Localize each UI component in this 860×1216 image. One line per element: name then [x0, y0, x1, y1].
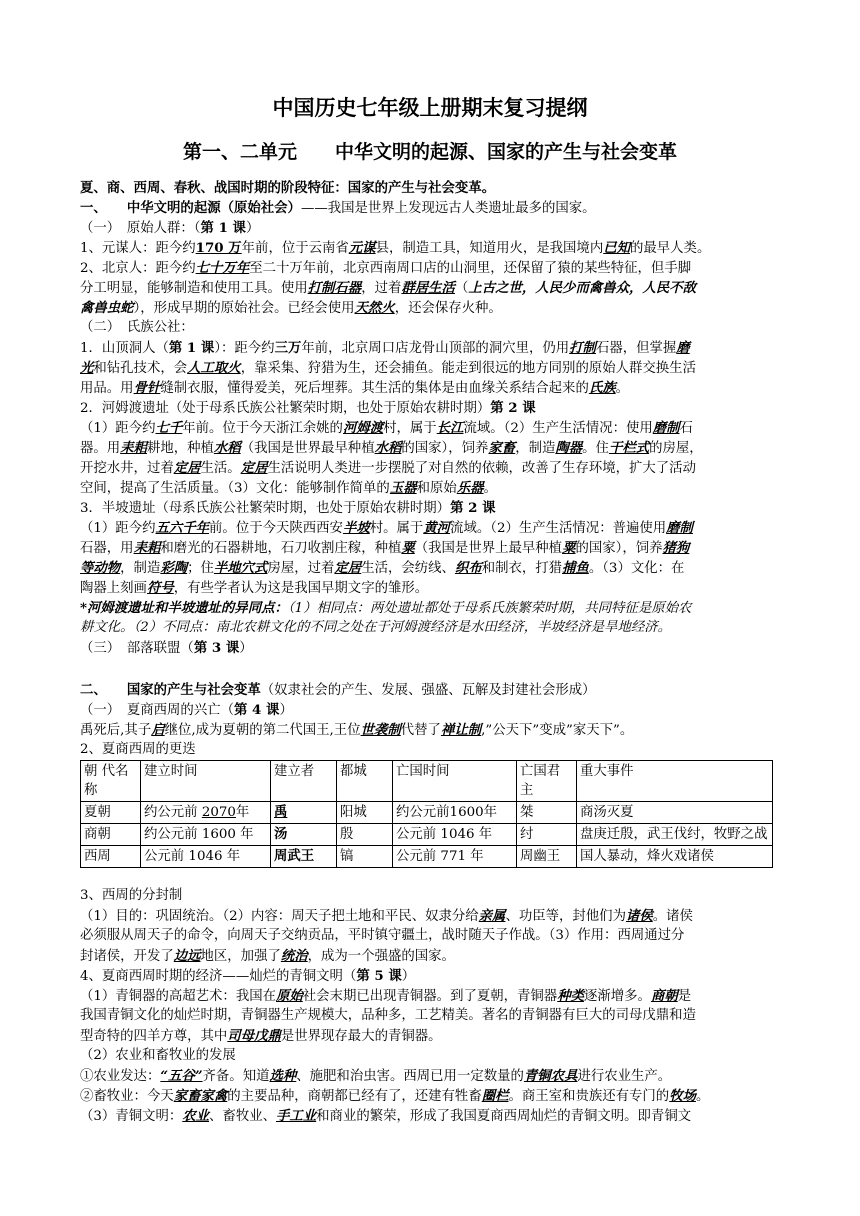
table-row	[81, 802, 773, 824]
paragraph-line: 分工明显，能够制造和使用工具。使用打制石器，过着群居生活（上古之世，人民少而禽兽众，人民不敌	[80, 280, 696, 296]
table-cell: 镐	[337, 846, 393, 868]
paragraph-line: ②畜牧业：今天家畜家禽的主要品种，商朝都已经有了，还建有牲畜圈栏。商王室和贵族还有专门的牧场。	[80, 1088, 710, 1104]
page-title: 中国历史七年级上册期末复习提纲	[272, 95, 588, 120]
table-header-cell: 亡国君主	[517, 761, 577, 802]
paragraph-line: 必须服从周天子的命令，向周天子交纳贡品，平时镇守疆土，战时随天子作战。（3）作用：西周通过分	[80, 928, 685, 943]
table-cell: 商汤灭夏	[577, 802, 773, 824]
paragraph-line: 空间，提高了生活质量。（3）文化：能够制作简单的玉器和原始乐器。	[80, 480, 497, 496]
paragraph-line: 光和钻孔技术，会人工取火，靠采集、狩猎为生，还会捕鱼。能走到很远的地方同别的原始人群交换生活	[80, 360, 696, 376]
comparison-note: *河姆渡遗址和半坡遗址的异同点：（1）相同点：两处遗址都处于母系氏族繁荣时期，共同特征是原始农	[80, 600, 692, 616]
table-cell: 纣	[517, 824, 577, 846]
table-cell: 禹	[271, 802, 337, 824]
paragraph-line: 我国青铜文化的灿烂时期，青铜器生产规模大，品种多，工艺精美。著名的青铜器有巨大的司母戊鼎和造	[80, 1008, 696, 1023]
paragraph-line: （1）距今约五六千年前。位于今天陕西西安半坡村。属于黄河流域。（2）生产生活情况：普遍使用磨制	[80, 520, 693, 536]
paragraph-line: 2．河姆渡遗址（处于母系氏族公社繁荣时期，也处于原始农耕时期）第 2 课	[80, 400, 536, 416]
table-cell: 商朝	[81, 824, 141, 846]
paragraph-line: （1）青铜器的高超艺术：我国在原始社会末期已出现青铜器。到了夏朝，青铜器种类逐渐增多。商朝是	[80, 988, 692, 1004]
paragraph-line: （3）青铜文明：农业、畜牧业、手工业和商业的繁荣，形成了我国夏商西周灿烂的青铜文明。即青铜文	[80, 1108, 692, 1124]
table-header-cell: 朝 代名称	[81, 761, 141, 802]
table-cell: 桀	[517, 802, 577, 824]
paragraph-line: 3、西周的分封制	[80, 888, 183, 903]
section-heading: 二、 国家的产生与社会变革（奴隶社会的产生、发展、强盛、瓦解及封建社会形成）	[80, 682, 596, 698]
paragraph-line: 1．山顶洞人（第 1 课）：距今约三万年前，北京周口店龙骨山顶部的洞穴里，仍用打制石器，但掌握磨	[80, 340, 690, 356]
table-cell: 盘庚迁殷，武王伐纣，牧野之战	[577, 824, 773, 846]
paragraph-line: 封诸侯，开发了边远地区，加强了统治，成为一个强盛的国家。	[80, 948, 455, 964]
subsection-heading: （二） 氏族公社：	[80, 320, 194, 335]
paragraph-line: 3．半坡遗址（母系氏族公社繁荣时期，也处于原始农耕时期）第 2 课	[80, 500, 496, 516]
paragraph-line: 禹死后,其子启继位,成为夏朝的第二代国王,王位世袭制代替了禅让制,”公天下”变成”家天下”。	[80, 722, 634, 738]
comparison-note: 耕文化。（2）不同点：南北农耕文化的不同之处在于河姆渡经济是水田经济，半坡经济是旱地经济。	[80, 620, 672, 635]
subsection-heading: （一） 原始人群：（第 1 课）	[80, 220, 260, 236]
table-header-row	[81, 761, 773, 802]
paragraph-line: （1）目的：巩固统治。（2）内容：周天子把土地和平民、奴隶分给亲属、功臣等，封他们为诸侯。诸侯	[80, 908, 693, 924]
table-header-cell: 建立时间	[141, 761, 271, 802]
table-header-cell: 亡国时间	[393, 761, 517, 802]
table-header-cell: 重大事件	[577, 761, 773, 802]
table-cell: 国人暴动，烽火戏诸侯	[577, 846, 773, 868]
subsection-heading: （一） 夏商西周的兴亡（第 4 课）	[80, 702, 293, 718]
paragraph-line: 型奇特的四羊方尊，其中司母戊鼎是世界现存最大的青铜器。	[80, 1028, 442, 1044]
paragraph-line: 石器，用耒耜和磨光的石器耕地，石刀收割庄稼，种植粟（我国是世界上最早种植粟的国家），饲养猪狗	[80, 540, 690, 556]
table-cell: 汤	[271, 824, 337, 846]
paragraph-line: 器。用耒耜耕地，种植水稻（我国是世界最早种植水稻的国家），饲养家畜，制造陶器。住干栏式的房屋，	[80, 440, 703, 456]
table-cell: 周武王	[271, 846, 337, 868]
table-header-cell: 都城	[337, 761, 393, 802]
paragraph-line: 开挖水井，过着定居生活。定居生活说明人类进一步摆脱了对自然的依赖，改善了生存环境，扩大了活动	[80, 460, 696, 476]
dynasty-table	[80, 760, 773, 868]
paragraph-line: 陶器上刻画符号，有些学者认为这是我国早期文字的雏形。	[80, 580, 429, 596]
table-cell: 西周	[81, 846, 141, 868]
table-cell: 公元前 1046 年	[141, 846, 271, 868]
subsection-heading: （三） 部落联盟（第 3 课）	[80, 640, 253, 656]
paragraph-line: 4、夏商西周时期的经济——灿烂的青铜文明（第 5 课）	[80, 968, 416, 984]
table-cell: 约公元前 2070年	[141, 802, 271, 824]
paragraph-line: 等动物，制造彩陶；住半地穴式房屋，过着定居生活，会纺线、织布和制衣，打猎捕鱼。（3）文化：在	[80, 560, 685, 576]
table-row	[81, 824, 773, 846]
paragraph-line: 禽兽虫蛇），形成早期的原始社会。已经会使用天然火，还会保存火种。	[80, 300, 502, 316]
table-cell: 周幽王	[517, 846, 577, 868]
page-subtitle: 第一、二单元 中华文明的起源、国家的产生与社会变革	[182, 141, 677, 163]
table-header-cell: 建立者	[271, 761, 337, 802]
section-heading: 一、 中华文明的起源（原始社会）——我国是世界上发现远古人类遗址最多的国家。	[80, 200, 596, 216]
paragraph-line: 1、元谋人：距今约170 万年前，位于云南省元谋县，制造工具，知道用火，是我国境内已知的最早人类。	[80, 240, 711, 256]
table-cell: 殷	[337, 824, 393, 846]
stage-summary: 夏、商、西周、春秋、战国时期的阶段特征：国家的产生与社会变革。	[80, 180, 496, 196]
table-cell: 约公元前 1600 年	[141, 824, 271, 846]
paragraph-line: ①农业发达：“五谷”齐备。知道选种、施肥和治虫害。西周已用一定数量的青铜农具进行农业生产。	[80, 1068, 672, 1084]
paragraph-line: 用品。用骨针缝制衣服，懂得爱美，死后埋葬。其生活的集体是由血缘关系结合起来的氏族。	[80, 380, 630, 396]
table-cell: 约公元前1600年	[393, 802, 517, 824]
paragraph-line: （1）距今约七千年前。位于今天浙江余姚的河姆渡村，属于长江流域。（2）生产生活情况：使用磨制石	[80, 420, 693, 436]
table-cell: 公元前 771 年	[393, 846, 517, 868]
table-cell: 夏朝	[81, 802, 141, 824]
paragraph-line: 2、夏商西周的更迭	[80, 742, 196, 757]
paragraph-line: （2）农业和畜牧业的发展	[80, 1048, 236, 1063]
table-cell: 公元前 1046 年	[393, 824, 517, 846]
table-row	[81, 846, 773, 868]
table-cell: 阳城	[337, 802, 393, 824]
paragraph-line: 2、北京人：距今约七十万年至二十万年前，北京西南周口店的山洞里，还保留了猿的某些特征，但手脚	[80, 260, 692, 276]
